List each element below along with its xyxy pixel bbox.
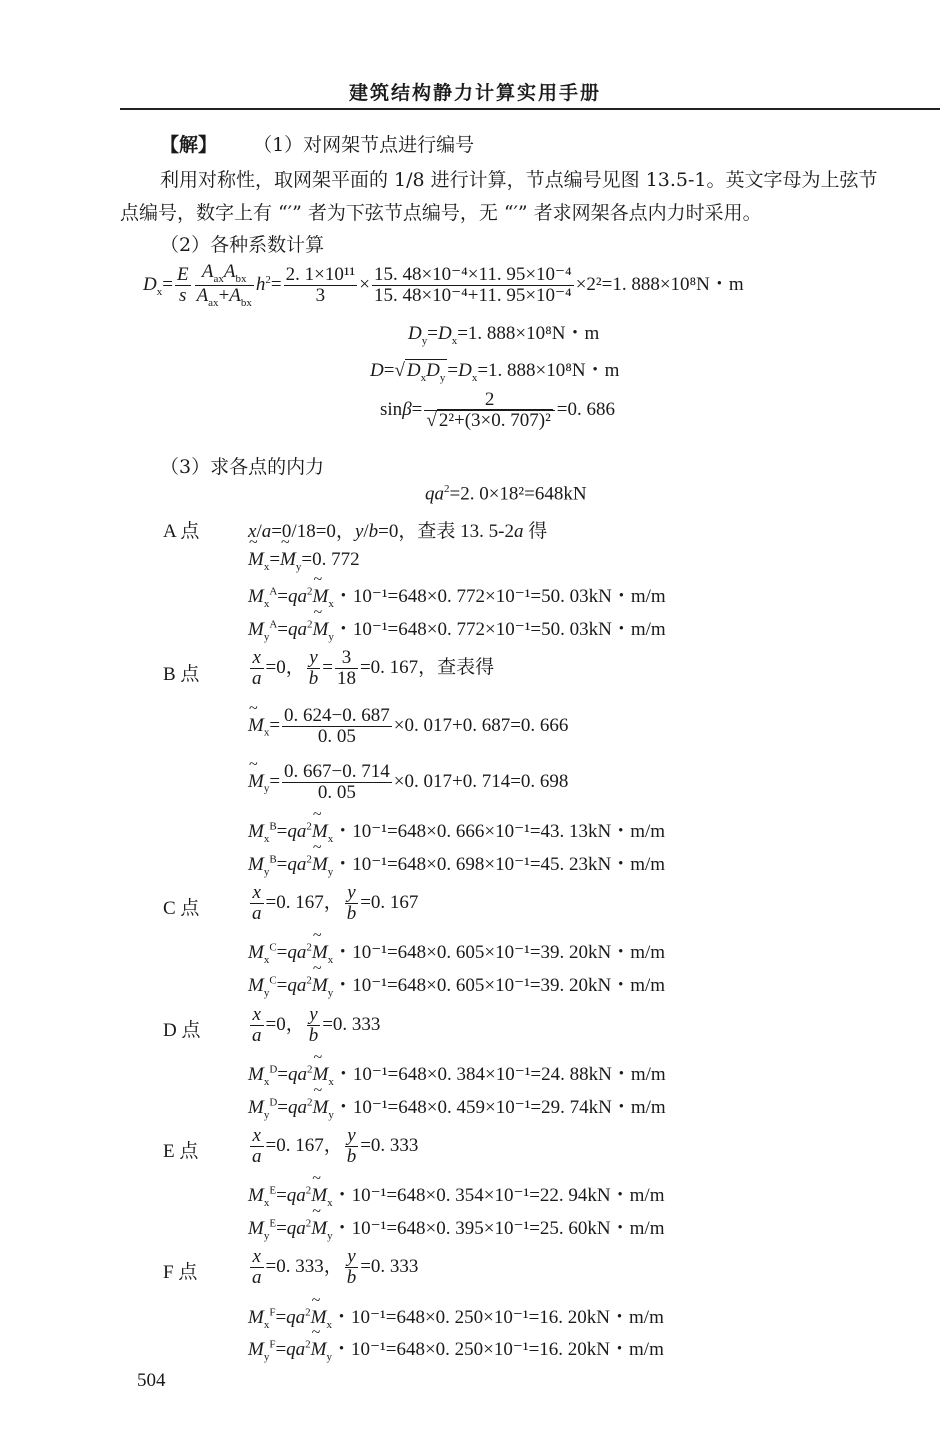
point-d-my-value: ・10⁻¹=648×0. 459×10⁻¹=29. 74kN・m/m [333,1097,666,1118]
point-b-mtilde-x: ~ $M_x=$ $\frac{0. 624-0. 687}{0. 05}$ ×0. 017+0. 687=0. 666 [248,706,568,747]
point-b-mx-num: 0. 624−0. 687 [284,705,390,726]
point-e-mx-value: ・10⁻¹=648×0. 354×10⁻¹=22. 94kN・m/m [332,1185,665,1206]
header-rule [120,108,940,110]
point-a-cond-tail: 得 [523,521,548,542]
dx-frac2-num: 15. 48×10⁻⁴×11. 95×10⁻⁴ [373,264,572,286]
point-b-mx-den: 0. 05 [317,725,356,747]
point-a-mtilde: ~ $M_x=\sim$ $M_y=0$. 772 [248,549,360,573]
sin-result: =0. 686 [556,398,616,420]
point-e-cond-x: =0. 167， [265,1134,343,1156]
point-a-mx: $M_x^A=qa^2\sim$ $M_x$・10⁻¹=648×0. 772×10⁻¹=50. 03kN・m/m [248,581,666,610]
point-b-frac-num: 3 [335,648,358,669]
point-f-mx: $M_x^F=qa^2\sim$ $M_x$・10⁻¹=648×0. 250×10⁻¹=16. 20kN・m/m [248,1302,664,1331]
dx-result: ×2²=1. 888×10⁸N・m [575,274,744,296]
point-d-mx-value: ・10⁻¹=648×0. 384×10⁻¹=24. 88kN・m/m [333,1064,666,1085]
sin-den: 2²+(3×0. 707)² [438,409,551,431]
sinbeta-equation: sinβ= $\frac{2}{\text{√ 2²+(3×0. 707)²}}$ =0. 686 [380,389,616,431]
point-b-my-tail: ×0. 017+0. 714=0. 698 [393,770,569,792]
dx-frac1-den: 3 [315,285,326,307]
point-f-label: F 点 [163,1262,198,1283]
point-f-cond-x: =0. 333， [265,1255,343,1277]
point-a-label: A 点 [163,521,200,542]
point-e-my-value: ・10⁻¹=648×0. 395×10⁻¹=25. 60kN・m/m [332,1218,665,1239]
point-b-my: $M_y^B=qa^2\sim$ $M_y$・10⁻¹=648×0. 698×10⁻¹=45. 23kN・m/m [248,849,665,878]
point-b-cond-x: =0， [265,656,305,678]
d-equation: D=√ $D_xD_y =D_x=1$. 888×10⁸N・m [370,360,620,384]
point-c-my: $M_y^C=qa^2\sim$ $M_y$・10⁻¹=648×0. 605×10⁻¹=39. 20kN・m/m [248,970,665,999]
point-a-mtilde-value: =0. 772 [301,549,360,570]
point-e-my: $M_y^E=qa^2\sim$ $M_y$・10⁻¹=648×0. 395×10⁻¹=25. 60kN・m/m [248,1213,664,1242]
point-b-label: B 点 [163,664,200,685]
point-d-mx: $M_x^D=qa^2\sim$ $M_x$・10⁻¹=648×0. 384×10⁻¹=24. 88kN・m/m [248,1059,666,1088]
point-e-mx: $M_x^E=qa^2\sim$ $M_x$・10⁻¹=648×0. 354×10⁻¹=22. 94kN・m/m [248,1180,664,1209]
point-c-cond-x: =0. 167， [265,891,343,913]
d-result: =1. 888×10⁸N・m [477,360,620,381]
step2-title: （2）各种系数计算 [160,234,325,256]
point-d-cond-y: =0. 333 [322,1013,381,1035]
point-b-my-num: 0. 667−0. 714 [284,761,390,782]
point-b-mtilde-y: ~ $M_y=$ $\frac{0. 667-0. 714}{0. 05}$ ×0. 017+0. 714=0. 698 [248,762,568,803]
dy-result: =1. 888×10⁸N・m [457,323,600,344]
point-a-mx-value: ・10⁻¹=648×0. 772×10⁻¹=50. 03kN・m/m [333,586,666,607]
point-b-cond: $\frac{x}{a}$ =0， $\frac{y}{b}$ = $\frac{3}{18}$ =0. 167，查表得 [252,647,495,689]
point-f-my: $M_y^F=qa^2\sim$ $M_y$・10⁻¹=648×0. 250×10⁻¹=16. 20kN・m/m [248,1334,664,1363]
point-f-cond-y: =0. 333 [360,1255,419,1277]
point-b-my-den: 0. 05 [317,781,356,803]
point-a-cond-x: =0/18=0， [271,521,355,542]
point-a-my: $M_y^A=qa^2\sim$ $M_y$・10⁻¹=648×0. 772×10⁻¹=50. 03kN・m/m [248,614,666,643]
para1-line2: 点编号，数字上有 “′” 者为下弦节点编号，无 “′” 者求网架各点内力时采用。 [120,202,762,224]
point-e-cond-y: =0. 333 [360,1134,419,1156]
page-number: 504 [137,1370,166,1391]
point-d-cond-x: =0， [265,1013,305,1035]
point-c-cond-y: =0. 167 [360,891,419,913]
point-c-mx-value: ・10⁻¹=648×0. 605×10⁻¹=39. 20kN・m/m [333,942,666,963]
point-f-cond: $\frac{x}{a}$ =0. 333， $\frac{y}{b}$ =0. 333 [252,1246,419,1288]
sin-num: 2 [424,390,554,411]
dy-equation: $D_y=D_x=1$. 888×10⁸N・m [408,323,600,347]
point-b-mx-value: ・10⁻¹=648×0. 666×10⁻¹=43. 13kN・m/m [333,821,666,842]
point-a-cond-y: =0，查表 13. 5-2 [378,521,514,542]
point-f-my-value: ・10⁻¹=648×0. 250×10⁻¹=16. 20kN・m/m [332,1339,664,1360]
point-c-cond: $\frac{x}{a}$ =0. 167， $\frac{y}{b}$ =0. 167 [252,882,419,924]
point-a-cond: x/a=0/18=0，y/b=0，查表 13. 5-2a 得 [248,521,548,542]
point-c-my-value: ・10⁻¹=648×0. 605×10⁻¹=39. 20kN・m/m [333,975,666,996]
point-e-cond: $\frac{x}{a}$ =0. 167， $\frac{y}{b}$ =0. 333 [252,1125,419,1167]
point-d-cond: $\frac{x}{a}$ =0， $\frac{y}{b}$ =0. 333 [252,1004,381,1046]
qa2-result: =2. 0×18²=648kN [449,483,587,505]
point-f-mx-value: ・10⁻¹=648×0. 250×10⁻¹=16. 20kN・m/m [332,1307,664,1328]
step1-title: （1）对网架节点进行编号 [253,134,475,156]
point-b-my-value: ・10⁻¹=648×0. 698×10⁻¹=45. 23kN・m/m [333,854,666,875]
point-a-my-value: ・10⁻¹=648×0. 772×10⁻¹=50. 03kN・m/m [333,619,666,640]
dx-frac2-den: 15. 48×10⁻⁴+11. 95×10⁻⁴ [373,285,572,307]
point-d-label: D 点 [163,1020,201,1041]
step1-line [160,130,474,157]
point-d-my: $M_y^D=qa^2\sim$ $M_y$・10⁻¹=648×0. 459×10⁻¹=29. 74kN・m/m [248,1092,666,1121]
point-c-label: C 点 [163,898,200,919]
point-e-label: E 点 [163,1141,199,1162]
point-b-mx-tail: ×0. 017+0. 687=0. 666 [393,714,569,736]
running-header: 建筑结构静力计算实用手册 [348,82,601,104]
point-b-cond-y: =0. 167，查表得 [359,656,495,678]
point-b-mx: $M_x^B=qa^2\sim$ $M_x$・10⁻¹=648×0. 666×10⁻¹=43. 13kN・m/m [248,816,665,845]
dx-frac1-num: 2. 1×10¹¹ [285,264,356,286]
dx-equation: $D_x=$ $\frac{E}{s}$ $\frac{A_{ax}A_{bx}}{A_{ax}+A_{bx}}$ $h^2=$ $\frac{\text{2. 1×10¹¹}}{3}$ × $\frac{\text{15. 48×10⁻⁴×11. 95×10⁻⁴}}{\text{15. 48×10⁻⁴+11. 95×10⁻⁴}}$ ×2²=1. 888×10⁸N・m [143,261,744,310]
point-c-mx: $M_x^C=qa^2\sim$ $M_x$・10⁻¹=648×0. 605×10⁻¹=39. 20kN・m/m [248,937,665,966]
point-b-frac-den: 18 [336,667,356,689]
solution-tag: 【解】 [160,134,218,156]
qa2-equation: $qa^2=2$. 0×18²=648kN [425,483,587,505]
para1-line1: 利用对称性，取网架平面的 1/8 进行计算，节点编号见图 13.5-1。英文字母为上弦节 [160,169,878,191]
step3-title: （3）求各点的内力 [160,456,325,478]
